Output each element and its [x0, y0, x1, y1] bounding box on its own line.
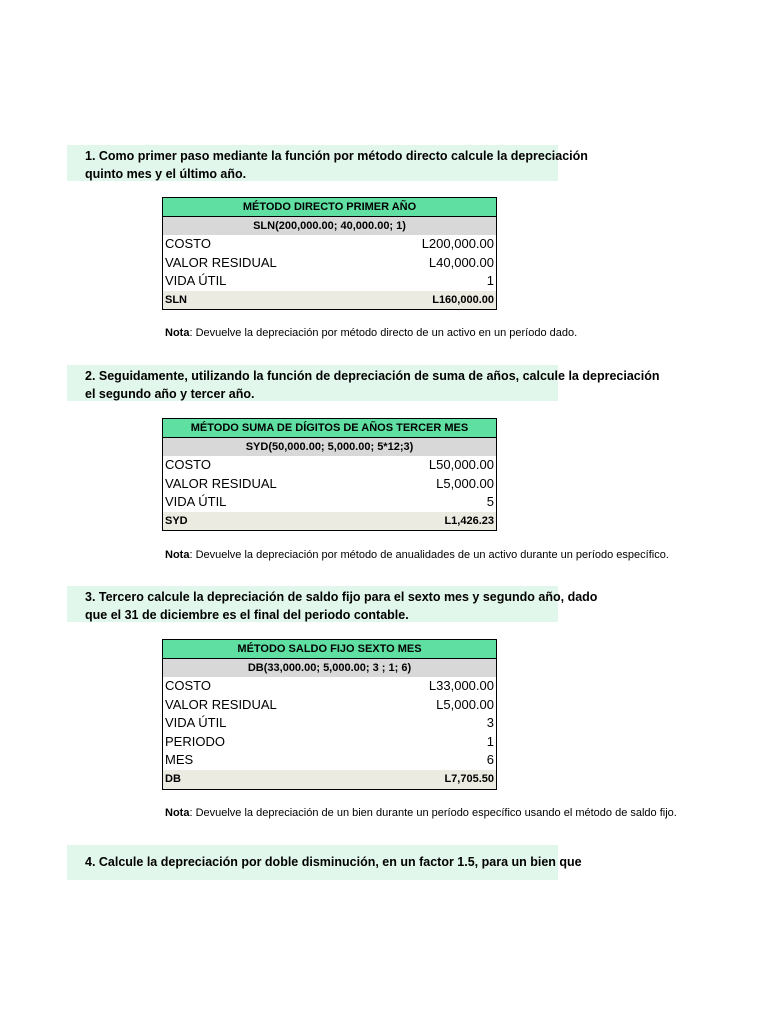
question-2	[67, 365, 660, 401]
table-row	[163, 475, 496, 494]
table-fixed-balance	[162, 639, 497, 790]
row-value: 5	[486, 494, 494, 510]
question-1	[67, 145, 588, 181]
note-1	[165, 327, 578, 339]
result-value: L1,426.23	[444, 514, 494, 527]
row-label: VALOR RESIDUAL	[165, 475, 277, 491]
question-3-line-2: que el 31 de diciembre es el final del periodo contable.	[85, 608, 409, 622]
table-row	[163, 493, 496, 512]
table-formula: DB(33,000.00; 5,000.00; 3 ; 1; 6)	[163, 659, 496, 677]
result-label: SYD	[165, 514, 188, 527]
result-label: SLN	[165, 293, 187, 306]
table-row	[163, 714, 496, 733]
row-label: PERIODO	[165, 733, 225, 749]
row-label: COSTO	[165, 236, 211, 251]
row-value: L33,000.00	[428, 678, 494, 693]
result-label: DB	[165, 772, 181, 785]
table-row	[163, 254, 496, 273]
row-value: L200,000.00	[421, 236, 494, 251]
table-header: MÉTODO DIRECTO PRIMER AÑO	[163, 198, 496, 217]
row-value: L5,000.00	[436, 696, 494, 712]
table-row	[163, 696, 496, 715]
table-result-row	[163, 770, 496, 789]
table-row	[163, 677, 496, 696]
note-2	[165, 549, 669, 561]
row-value: L5,000.00	[436, 475, 494, 491]
row-value: 1	[486, 273, 494, 289]
note-text: : Devuelve la depreciación por método directo de un activo en un período dado.	[189, 327, 578, 339]
table-result-row	[163, 512, 496, 531]
table-header: MÉTODO SALDO FIJO SEXTO MES	[163, 640, 496, 659]
table-formula: SLN(200,000.00; 40,000.00; 1)	[163, 217, 496, 235]
table-header: MÉTODO SUMA DE DÍGITOS DE AÑOS TERCER MES	[163, 419, 496, 438]
note-label: Nota	[165, 549, 190, 561]
table-result-row	[163, 291, 496, 310]
result-value: L160,000.00	[432, 293, 494, 306]
question-4	[67, 845, 582, 880]
row-value: 6	[486, 752, 494, 768]
question-2-line-2: el segundo año y tercer año.	[85, 387, 255, 401]
table-sum-of-years	[162, 418, 497, 531]
note-text: : Devuelve la depreciación por método de anualidades de un activo durante un período específico.	[189, 549, 669, 561]
note-label: Nota	[165, 807, 190, 819]
note-label: Nota	[165, 327, 190, 339]
table-straight-line	[162, 197, 497, 310]
row-label: VALOR RESIDUAL	[165, 254, 277, 270]
table-row	[163, 235, 496, 254]
note-3	[165, 807, 677, 819]
row-label: VIDA ÚTIL	[165, 715, 227, 731]
question-4-line-1: 4. Calcule la depreciación por doble disminución, en un factor 1.5, para un bien que	[85, 855, 582, 869]
row-label: COSTO	[165, 678, 211, 693]
row-label: VALOR RESIDUAL	[165, 696, 277, 712]
table-formula: SYD(50,000.00; 5,000.00; 5*12;3)	[163, 438, 496, 456]
question-1-line-1: 1. Como primer paso mediante la función por método directo calcule la depreciación	[85, 149, 588, 163]
row-label: VIDA ÚTIL	[165, 494, 227, 510]
row-label: MES	[165, 752, 194, 768]
row-value: 1	[486, 733, 494, 749]
result-value: L7,705.50	[444, 772, 494, 785]
row-label: COSTO	[165, 457, 211, 472]
table-row	[163, 733, 496, 752]
table-row	[163, 751, 496, 770]
row-value: L50,000.00	[428, 457, 494, 472]
note-text: : Devuelve la depreciación de un bien durante un período específico usando el método de saldo fijo.	[189, 807, 677, 819]
row-value: 3	[486, 715, 494, 731]
row-value: L40,000.00	[428, 254, 494, 270]
table-row	[163, 272, 496, 291]
question-3-line-1: 3. Tercero calcule la depreciación de saldo fijo para el sexto mes y segundo año, dado	[85, 590, 598, 604]
table-row	[163, 456, 496, 475]
question-1-line-2: quinto mes y el último año.	[85, 167, 247, 181]
row-label: VIDA ÚTIL	[165, 273, 227, 289]
question-3	[67, 586, 598, 622]
question-2-line-1: 2. Seguidamente, utilizando la función de depreciación de suma de años, calcule la depreciación	[85, 369, 660, 383]
